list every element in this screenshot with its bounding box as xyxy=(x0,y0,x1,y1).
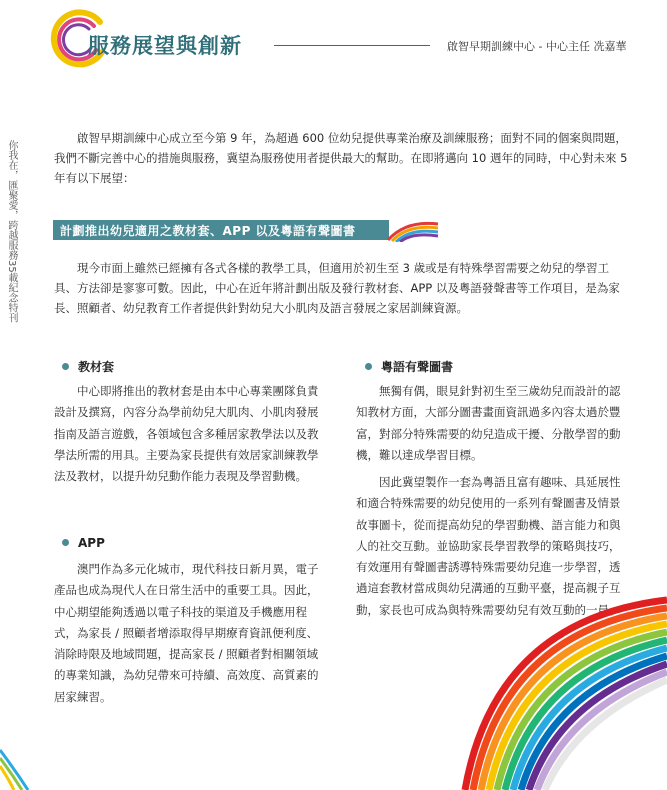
page-title: 服務展望與創新 xyxy=(88,34,242,58)
bullet-dot-icon xyxy=(365,363,372,370)
publication-vertical-label: 你我在，匯聚愛，跨越服務35載紀念特刊 xyxy=(6,140,17,323)
intro-paragraph: 啟智早期訓練中心成立至今第 9 年，為超過 600 位幼兒提供專業治療及訓練服務；面對不同的個案與問題，我們不斷完善中心的措施與服務，冀望為服務使用者提供最大的幫助。在即將邁向 10 週年的同時，中心對未來 5 年有以下展望： xyxy=(54,131,628,185)
rainbow-decoration-icon xyxy=(455,580,667,790)
title-divider xyxy=(274,45,430,46)
teaching-kit-paragraph: 中心即將推出的教材套是由本中心專業團隊負責設計及撰寫，內容分為學前幼兒大肌肉、小肌肉發展指南及語言遊戲，各領域包含多種居家教學法以及教學法所需的用具。主要為家長提供有效居家訓練教學法及教材，以提升幼兒動作能力表現及學習動機。 xyxy=(54,384,319,484)
author-line: 啟智早期訓練中心 - 中心主任 冼嘉華 xyxy=(447,40,627,53)
bullet-heading: APP xyxy=(78,536,105,550)
audio-books-paragraph-2: 因此冀望製作一套為粵語且富有趣味、具延展性和適合特殊需要的幼兒使用的一系列有聲圖書及情景故事圖卡，從而提高幼兒的學習動機、語言能力和與人的社交互動。並協助家長學習教學的策略與技巧，有效運用有聲圖書誘導特殊需要幼兒進一步學習，透過這套教材當成與幼兒溝通的互動平臺，提高親子互動，家長也可成為與特殊需要幼兒有效互動的一員。 xyxy=(356,475,621,617)
bullet-heading: 粵語有聲圖書 xyxy=(381,360,454,374)
app-paragraph: 澳門作為多元化城市，現代科技日新月異，電子產品也成為現代人在日常生活中的重要工具。因此，中心期望能夠透過以電子科技的渠道及手機應用程式，為家長 / 照顧者增添取得早期療育資訊便利度、消除時限及地域問題，提高家長 / 照顧者對相關領域的專業知識，為幼兒帶來可持續、高效度、高質素的居家練習。 xyxy=(54,562,319,704)
audio-books-paragraph-1: 無獨有偶，眼見針對初生至三歲幼兒而設計的認知教材方面，大部分圖書畫面資訊過多內容太過於豐富，對部分特殊需要的幼兒造成干擾、分散學習的動機，難以達成學習目標。 xyxy=(356,384,621,462)
section-paragraph: 現今市面上雖然已經擁有各式各樣的教學工具，但適用於初生至 3 歲或是有特殊學習需要之幼兒的學習工具、方法卻是寥寥可數。因此，中心在近年將計劃出版及發行教材套、APP 以及粵語發聲書等工作項目，是為家長、照顧者、幼兒教育工作者提供針對幼兒大小肌肉及語言發展之家居訓練資源。 xyxy=(54,261,620,315)
section-heading: 計劃推出幼兒適用之教材套、APP 以及粵語有聲圖書 xyxy=(60,224,356,238)
rainbow-swoosh-icon xyxy=(386,218,440,242)
bullet-audio-books xyxy=(365,358,453,375)
bullet-dot-icon xyxy=(62,363,69,370)
bullet-app xyxy=(62,536,105,550)
bullet-heading: 教材套 xyxy=(78,360,115,374)
bullet-teaching-kit xyxy=(62,358,114,375)
corner-swoosh-icon xyxy=(0,740,30,790)
bullet-dot-icon xyxy=(62,539,69,546)
